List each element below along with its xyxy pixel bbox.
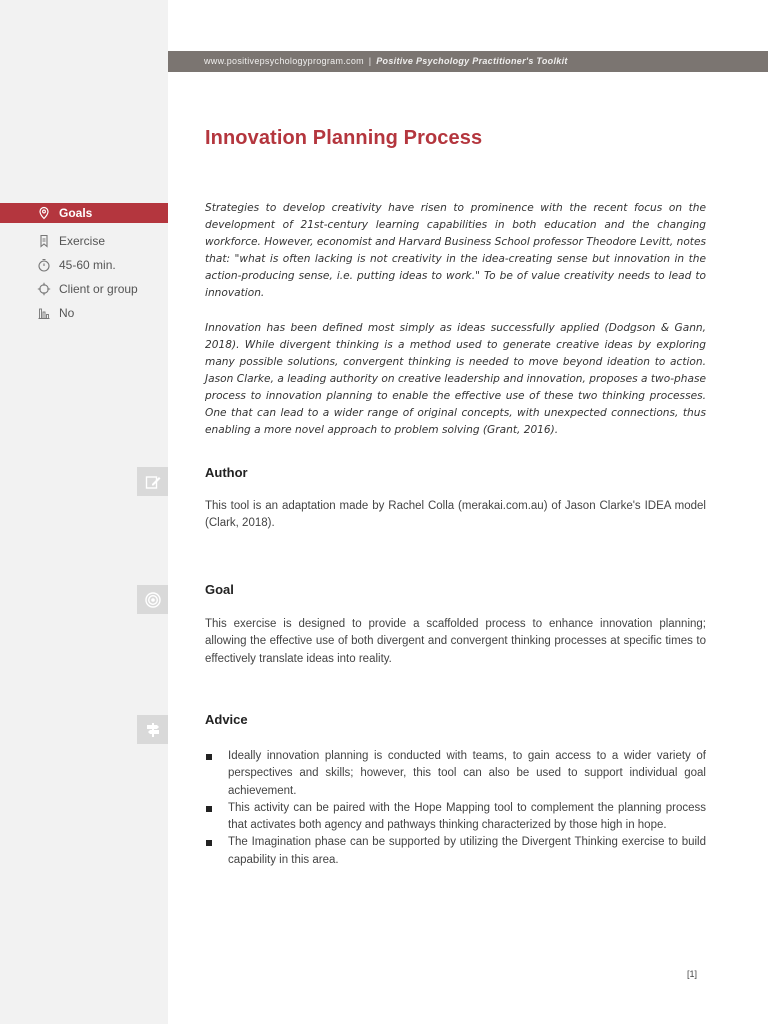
meta-item-goals	[0, 203, 168, 223]
meta-label: Goals	[59, 206, 93, 220]
author-body: This tool is an adaptation made by Rachel Colla (merakai.com.au) of Jason Clarke's IDEA model (Clark, 2018).	[205, 500, 706, 530]
page-title: Innovation Planning Process	[205, 127, 483, 149]
website-url[interactable]: www.positivepsychologyprogram.com	[204, 56, 364, 66]
author-heading: Author	[205, 465, 248, 480]
crosshair-icon	[37, 282, 51, 296]
location-pin-icon	[37, 206, 51, 220]
intro-paragraph: Innovation has been defined most simply as ideas successfully applied (Dodgson & Gann, 2018). While divergent thinking is a method used to generate creative ideas by exploring many possible solutions, convergent thinking is needed to move beyond ideation to action. Jason Clarke, a leading authority on creative leadership and innovation, proposes a two-phase process to innovation planning to enable the effective use of these two thinking processes. One that can lead to a wider range of original concepts, with unexpected connections, thus enabling a more novel approach to problem solving (Grant, 2016).	[205, 321, 706, 437]
bar-chart-icon	[37, 306, 51, 320]
meta-label: 45-60 min.	[59, 258, 116, 272]
bookmark-icon	[37, 234, 51, 248]
header-separator: |	[368, 56, 372, 66]
meta-item-audience	[0, 277, 168, 301]
meta-label: Client or group	[59, 282, 138, 296]
meta-item-type	[0, 229, 168, 253]
header-bar	[168, 51, 768, 72]
goal-heading: Goal	[205, 582, 234, 597]
meta-label: No	[59, 306, 75, 320]
list-item: This activity can be paired with the Hope Mapping tool to complement the planning process that activates both agency and pathways thinking characterized by those high in hope.	[205, 800, 706, 835]
advice-heading: Advice	[205, 712, 248, 727]
intro-text	[205, 200, 706, 439]
stopwatch-icon	[37, 258, 51, 272]
sidebar-background	[0, 0, 168, 1024]
toolkit-title: Positive Psychology Practitioner's Toolkit	[376, 56, 568, 66]
target-icon	[137, 585, 168, 614]
list-item: Ideally innovation planning is conducted with teams, to gain access to a wider variety of perspectives and skills; however, this tool can also be used to support individual goal achievement.	[205, 748, 706, 800]
meta-label: Exercise	[59, 234, 106, 248]
meta-item-measure	[0, 301, 168, 325]
advice-list	[205, 748, 706, 869]
goal-body: This exercise is designed to provide a scaffolded process to enhance innovation planning; allowing the effective use of both divergent and convergent thinking processes at specific times to effectively translate ideas into reality.	[205, 618, 706, 665]
list-item: The Imagination phase can be supported by utilizing the Divergent Thinking exercise to build capability in this area.	[205, 834, 706, 869]
intro-paragraph: Strategies to develop creativity have risen to prominence with the recent focus on the development of 21st-century learning capabilities in both education and the changing workforce. However, economist and Harvard Business School professor Theodore Levitt, notes that: "what is often lacking is not creativity in the idea-creating sense but innovation in the action-producing sense, i.e. putting ideas to work." To be of value creativity needs to lead to innovation.	[205, 202, 706, 300]
pencil-note-icon	[137, 467, 168, 496]
meta-item-duration	[0, 253, 168, 277]
meta-list	[0, 203, 168, 325]
page-number: [1]	[687, 969, 698, 979]
signpost-icon	[137, 715, 168, 744]
